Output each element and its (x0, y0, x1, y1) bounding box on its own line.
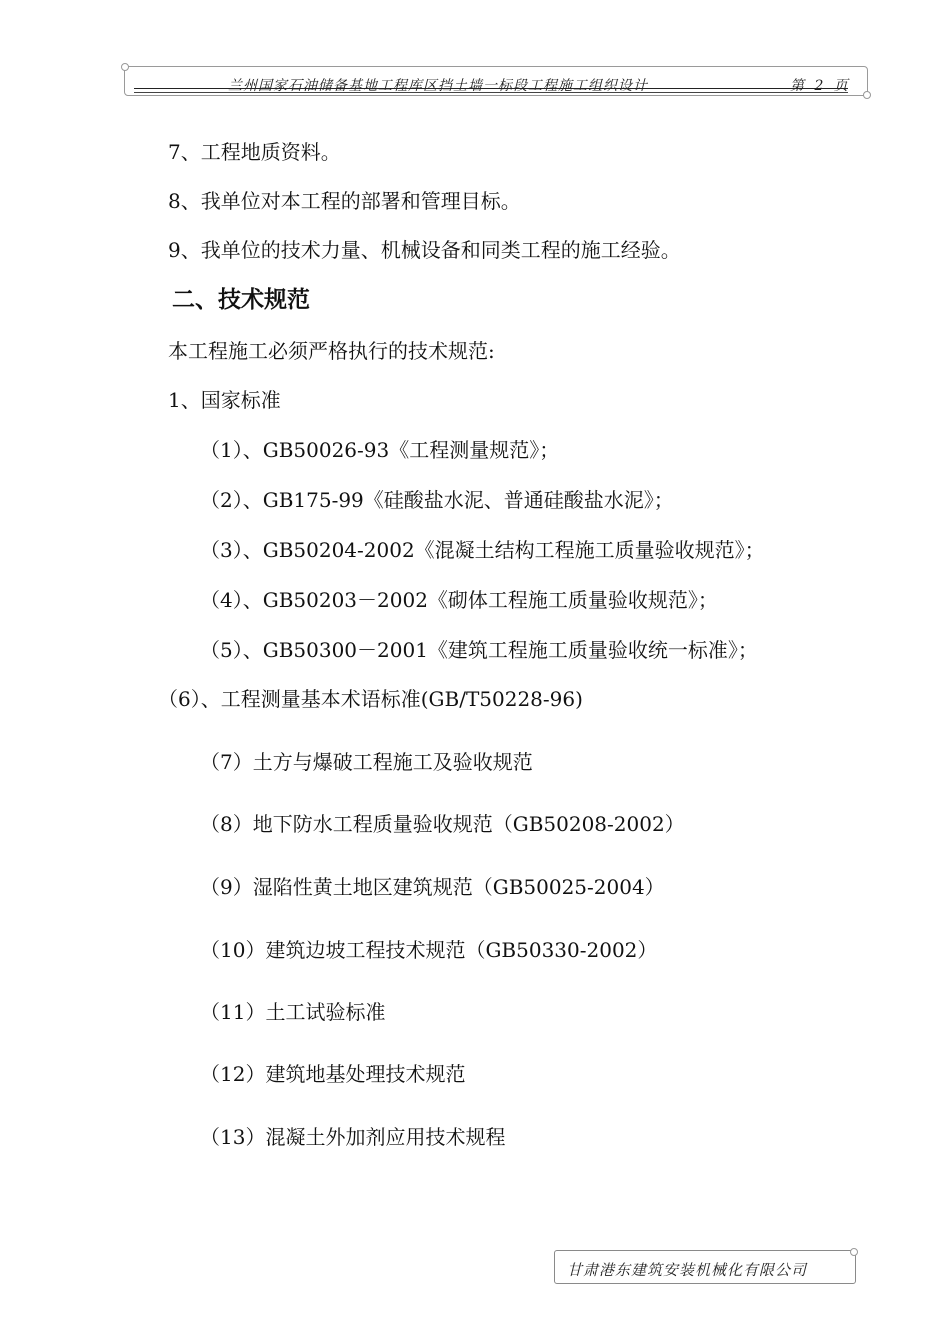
list-item: 9、我单位的技术力量、机械设备和同类工程的施工经验。 (168, 238, 681, 262)
standard-item: （5）、GB50300－2001《建筑工程施工质量验收统一标准》； (200, 638, 758, 662)
section-heading: 二、技术规范 (172, 287, 310, 313)
standard-item: （8）地下防水工程质量验收规范（GB50208-2002） (200, 812, 685, 836)
standard-item: （1）、GB50026-93《工程测量规范》； (200, 438, 560, 462)
standard-item: （12）建筑地基处理技术规范 (200, 1062, 466, 1086)
subsection-label: 1、国家标准 (168, 388, 281, 412)
standard-item: （7）土方与爆破工程施工及验收规范 (200, 750, 533, 774)
footer-company: 甘肃港东建筑安装机械化有限公司 (567, 1261, 808, 1279)
standard-item: （10）建筑边坡工程技术规范（GB50330-2002） (200, 938, 658, 962)
standard-item: （11）土工试验标准 (200, 1000, 386, 1024)
scroll-curl-icon (850, 1248, 858, 1256)
header-page-number: 第 2 页 (790, 78, 851, 94)
intro-text: 本工程施工必须严格执行的技术规范: (168, 339, 495, 363)
standard-item: （4）、GB50203－2002《砌体工程施工质量验收规范》； (200, 588, 718, 612)
standard-item: （3）、GB50204-2002《混凝土结构工程施工质量验收规范》； (200, 538, 765, 562)
standard-item: （2）、GB175-99《硅酸盐水泥、普通硅酸盐水泥》； (200, 488, 674, 512)
scroll-curl-icon (121, 63, 129, 71)
scroll-curl-icon (863, 91, 871, 99)
standard-item: （9）湿陷性黄土地区建筑规范（GB50025-2004） (200, 875, 665, 899)
page-footer (554, 1250, 856, 1284)
header-title: 兰州国家石油储备基地工程库区挡土墙一标段工程施工组织设计 (228, 78, 648, 94)
standard-item: （13）混凝土外加剂应用技术规程 (200, 1125, 506, 1149)
list-item: 8、我单位对本工程的部署和管理目标。 (168, 189, 521, 213)
list-item: 7、工程地质资料。 (168, 140, 341, 164)
page-header (124, 66, 868, 96)
standard-item: （6）、工程测量基本术语标准(GB/T50228-96) (158, 687, 583, 711)
